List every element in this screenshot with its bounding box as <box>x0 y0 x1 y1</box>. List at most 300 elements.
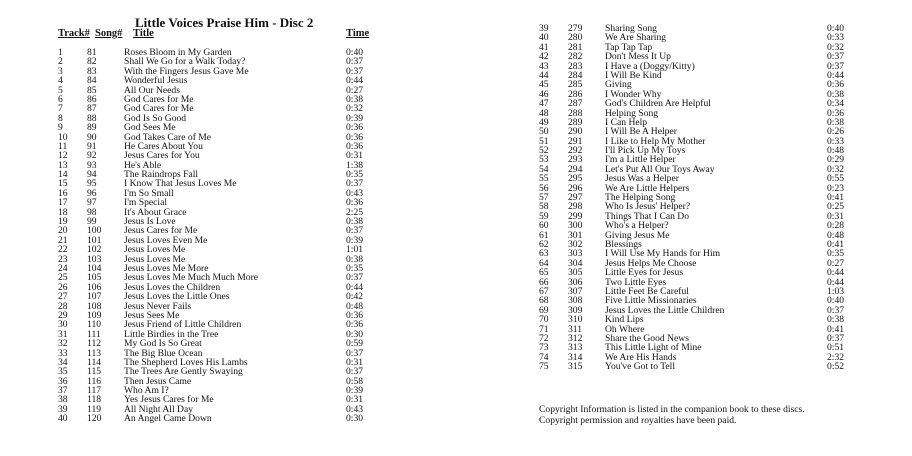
track-time: 0:44 <box>827 276 845 288</box>
track-number: 3 <box>58 65 63 77</box>
track-number: 30 <box>58 319 68 331</box>
track-time: 0:25 <box>827 201 845 213</box>
track-time: 0:23 <box>827 182 845 194</box>
track-time: 0:33 <box>827 135 845 147</box>
track-number: 49 <box>539 116 549 128</box>
song-number: 304 <box>568 257 583 269</box>
track-time: 0:37 <box>346 178 364 190</box>
track-time: 0:37 <box>346 56 364 68</box>
track-number: 56 <box>539 182 549 194</box>
track-title: Yes Jesus Cares for Me <box>124 394 214 406</box>
song-number: 313 <box>568 342 583 354</box>
song-number: 290 <box>568 126 583 138</box>
track-title: We Are Sharing <box>605 32 667 44</box>
header-song: Song# <box>95 28 123 39</box>
song-number: 303 <box>568 248 583 260</box>
track-title: Little Feet Be Careful <box>605 285 689 297</box>
track-title: Jesus Was a Helper <box>605 173 679 185</box>
track-time: 0:37 <box>346 272 364 284</box>
track-time: 0:41 <box>827 323 845 335</box>
track-time: 0:38 <box>346 253 364 265</box>
track-time: 0:37 <box>346 65 364 77</box>
song-number: 286 <box>568 88 583 100</box>
song-number: 116 <box>87 375 102 387</box>
track-title: God Takes Care of Me <box>124 131 212 143</box>
song-number: 281 <box>568 41 583 53</box>
song-number: 288 <box>568 107 583 119</box>
track-number: 59 <box>539 210 549 222</box>
song-number: 99 <box>87 216 97 228</box>
track-number: 52 <box>539 145 549 157</box>
song-number: 302 <box>568 238 583 250</box>
song-number: 315 <box>568 361 583 373</box>
track-title: Then Jesus Came <box>124 375 192 387</box>
song-number: 120 <box>87 413 102 425</box>
track-time: 0:27 <box>346 84 364 96</box>
track-number: 39 <box>539 23 549 34</box>
track-number: 67 <box>539 285 549 297</box>
song-number: 100 <box>87 225 102 237</box>
track-number: 44 <box>539 69 549 81</box>
track-number: 32 <box>58 338 68 350</box>
track-time: 0:36 <box>346 309 364 321</box>
song-number: 310 <box>568 314 583 326</box>
track-title: Jesus Is Love <box>124 216 176 228</box>
song-number: 92 <box>87 150 97 162</box>
track-time: 0:48 <box>346 300 364 312</box>
track-time: 0:39 <box>346 234 364 246</box>
track-title: We Are Little Helpers <box>605 182 690 194</box>
track-number: 16 <box>58 187 68 199</box>
track-title: We Are His Hands <box>605 351 677 363</box>
track-time: 0:43 <box>346 187 364 199</box>
track-number: 27 <box>58 291 68 303</box>
track-number: 17 <box>58 197 68 209</box>
track-title: Jesus Friend of Little Children <box>124 319 242 331</box>
song-number: 298 <box>568 201 583 213</box>
track-time: 0:38 <box>827 314 845 326</box>
track-number: 70 <box>539 314 549 326</box>
track-number: 54 <box>539 163 549 175</box>
track-title: He's Able <box>124 159 162 171</box>
track-time: 0:31 <box>346 356 364 368</box>
track-title: God Cares for Me <box>124 103 194 115</box>
track-title: Shall We Go for a Walk Today? <box>124 56 246 68</box>
track-title: Giving Jesus Me <box>605 229 670 241</box>
copyright-note: Copyright Information is listed in the companion book to these discs. Copyright permission and royalties have been paid. <box>539 404 805 426</box>
track-title: I Like to Help My Mother <box>605 135 706 147</box>
track-title: I Will Be Kind <box>605 69 662 81</box>
track-title: Jesus Loves Me More <box>124 262 209 274</box>
track-number: 33 <box>58 347 68 359</box>
song-number: 91 <box>87 140 97 152</box>
track-title: The Raindrops Fall <box>124 169 199 181</box>
track-title: Roses Bloom in My Garden <box>124 47 232 58</box>
track-number: 65 <box>539 267 549 279</box>
track-number: 63 <box>539 248 549 260</box>
track-title: Kind Lips <box>605 314 644 326</box>
track-title: Things That I Can Do <box>605 210 690 222</box>
track-title: Wonderful Jesus <box>124 75 188 87</box>
track-title: Little Birdies in the Tree <box>124 328 219 340</box>
track-title: Don't Mess It Up <box>605 51 671 63</box>
track-title: The Big Blue Ocean <box>124 347 203 359</box>
track-time: 1:03 <box>827 285 845 297</box>
track-number: 25 <box>58 272 68 284</box>
song-number: 82 <box>87 56 97 68</box>
song-number: 85 <box>87 84 97 96</box>
track-number: 51 <box>539 135 549 147</box>
track-title: Sharing Song <box>605 23 657 34</box>
song-number: 294 <box>568 163 583 175</box>
track-number: 22 <box>58 244 68 256</box>
track-time: 0:39 <box>346 112 364 124</box>
track-time: 0:40 <box>827 295 845 307</box>
song-number: 101 <box>87 234 102 246</box>
track-title: An Angel Came Down <box>124 413 212 425</box>
song-number: 90 <box>87 131 97 143</box>
track-time: 0:37 <box>346 225 364 237</box>
song-number: 299 <box>568 210 583 222</box>
song-number: 301 <box>568 229 583 241</box>
track-time: 0:40 <box>827 23 845 34</box>
track-time: 1:01 <box>346 244 364 256</box>
song-number: 295 <box>568 173 583 185</box>
track-time: 0:39 <box>346 385 364 397</box>
song-number: 284 <box>568 69 583 81</box>
track-title: The Helping Song <box>605 192 676 204</box>
song-number: 280 <box>568 32 583 44</box>
song-number: 86 <box>87 93 97 105</box>
song-number: 118 <box>87 394 102 406</box>
track-number: 21 <box>58 234 68 246</box>
track-title: Tap Tap Tap <box>605 41 653 53</box>
track-number: 46 <box>539 88 549 100</box>
track-number: 40 <box>58 413 68 425</box>
track-time: 0:36 <box>346 140 364 152</box>
track-time: 0:44 <box>346 75 364 87</box>
track-title: Jesus Loves the Little Children <box>605 304 725 316</box>
track-time: 0:30 <box>346 413 364 425</box>
track-number: 1 <box>58 47 63 58</box>
song-number: 93 <box>87 159 97 171</box>
track-number: 58 <box>539 201 549 213</box>
track-time: 0:36 <box>346 122 364 134</box>
track-number: 26 <box>58 281 68 293</box>
track-number: 28 <box>58 300 68 312</box>
track-number: 38 <box>58 394 68 406</box>
track-time: 0:59 <box>346 338 364 350</box>
track-number: 68 <box>539 295 549 307</box>
track-time: 0:37 <box>827 304 845 316</box>
track-number: 42 <box>539 51 549 63</box>
track-title: I Will Use My Hands for Him <box>605 248 721 260</box>
song-number: 94 <box>87 169 97 181</box>
track-title: Jesus Cares for You <box>124 150 200 162</box>
song-number: 97 <box>87 197 97 209</box>
track-number: 2 <box>58 56 63 68</box>
track-number: 8 <box>58 112 63 124</box>
track-title: You've Got to Tell <box>605 361 675 373</box>
track-time: 0:34 <box>827 98 845 110</box>
song-number: 84 <box>87 75 97 87</box>
track-title: Share the Good News <box>605 332 689 344</box>
track-time: 0:36 <box>827 107 845 119</box>
song-number: 293 <box>568 154 583 166</box>
track-title: The Trees Are Gently Swaying <box>124 366 243 378</box>
track-title: With the Fingers Jesus Gave Me <box>124 65 249 77</box>
track-number: 75 <box>539 361 549 373</box>
track-number: 31 <box>58 328 68 340</box>
track-number: 62 <box>539 238 549 250</box>
track-title: My God Is So Great <box>124 338 202 350</box>
song-number: 112 <box>87 338 102 350</box>
track-time: 0:35 <box>346 262 364 274</box>
track-title: I Will Be A Helper <box>605 126 677 138</box>
track-time: 2:32 <box>827 351 845 363</box>
track-title: Two Little Eyes <box>605 276 667 288</box>
track-time: 0:44 <box>827 267 845 279</box>
track-time: 0:37 <box>827 51 845 63</box>
track-number: 5 <box>58 84 63 96</box>
track-number: 7 <box>58 103 63 115</box>
song-number: 307 <box>568 285 583 297</box>
track-title: I Can Help <box>605 116 648 128</box>
song-number: 312 <box>568 332 583 344</box>
track-title: Jesus Cares for Me <box>124 225 198 237</box>
track-time: 0:26 <box>827 126 845 138</box>
track-title: Oh Where <box>605 323 645 335</box>
song-number: 314 <box>568 351 583 363</box>
track-time: 0:31 <box>827 210 845 222</box>
song-number: 289 <box>568 116 583 128</box>
track-title: God Is So Good <box>124 112 187 124</box>
header-track: Track# <box>58 28 90 39</box>
song-number: 282 <box>568 51 583 63</box>
track-title: The Shepherd Loves His Lambs <box>124 356 248 368</box>
song-number: 87 <box>87 103 97 115</box>
track-number: 18 <box>58 206 68 218</box>
track-number: 57 <box>539 192 549 204</box>
track-number: 13 <box>58 159 68 171</box>
track-time: 0:41 <box>827 238 845 250</box>
track-number: 71 <box>539 323 549 335</box>
track-time: 0:37 <box>346 366 364 378</box>
track-title: Jesus Never Fails <box>124 300 192 312</box>
song-number: 106 <box>87 281 102 293</box>
track-number: 50 <box>539 126 549 138</box>
song-number: 103 <box>87 253 102 265</box>
track-number: 12 <box>58 150 68 162</box>
track-time: 0:37 <box>827 60 845 72</box>
track-title: Giving <box>605 79 632 91</box>
track-number: 37 <box>58 385 68 397</box>
track-time: 0:38 <box>827 116 845 128</box>
track-time: 1:38 <box>346 159 364 171</box>
track-time: 0:32 <box>827 41 845 53</box>
song-number: 109 <box>87 309 102 321</box>
track-number: 40 <box>539 32 549 44</box>
track-number: 19 <box>58 216 68 228</box>
track-title: Jesus Helps Me Choose <box>605 257 697 269</box>
track-time: 0:36 <box>827 79 845 91</box>
song-number: 291 <box>568 135 583 147</box>
track-number: 61 <box>539 229 549 241</box>
track-time: 0:38 <box>346 216 364 228</box>
track-number: 60 <box>539 220 549 232</box>
song-number: 88 <box>87 112 97 124</box>
track-number: 29 <box>58 309 68 321</box>
song-number: 287 <box>568 98 583 110</box>
track-time: 0:43 <box>346 403 364 415</box>
song-number: 111 <box>87 328 101 340</box>
track-number: 20 <box>58 225 68 237</box>
track-number: 36 <box>58 375 68 387</box>
track-time: 0:29 <box>827 154 845 166</box>
track-time: 0:33 <box>827 32 845 44</box>
song-number: 107 <box>87 291 102 303</box>
track-title: Let's Put All Our Toys Away <box>605 163 715 175</box>
song-number: 98 <box>87 206 97 218</box>
track-time: 0:30 <box>346 328 364 340</box>
song-number: 83 <box>87 65 97 77</box>
track-time: 2:25 <box>346 206 364 218</box>
track-time: 0:52 <box>827 361 845 373</box>
track-title: Who Is Jesus' Helper? <box>605 201 691 213</box>
song-number: 108 <box>87 300 102 312</box>
track-time: 0:41 <box>827 192 845 204</box>
track-title: He Cares About You <box>124 140 203 152</box>
song-number: 292 <box>568 145 583 157</box>
header-time: Time <box>346 28 370 39</box>
track-time: 0:44 <box>346 281 364 293</box>
track-number: 10 <box>58 131 68 143</box>
song-number: 89 <box>87 122 97 134</box>
track-time: 0:48 <box>827 145 845 157</box>
song-number: 279 <box>568 23 583 34</box>
song-number: 113 <box>87 347 102 359</box>
track-title: Little Eyes for Jesus <box>605 267 684 279</box>
track-title: Jesus Loves the Children <box>124 281 221 293</box>
track-time: 0:32 <box>827 163 845 175</box>
track-title: God Sees Me <box>124 122 176 134</box>
track-time: 0:27 <box>827 257 845 269</box>
track-time: 0:51 <box>827 342 845 354</box>
track-title: I'm So Small <box>124 187 174 199</box>
song-number: 114 <box>87 356 102 368</box>
song-number: 300 <box>568 220 583 232</box>
track-number: 34 <box>58 356 68 368</box>
track-title: God Cares for Me <box>124 93 194 105</box>
track-time: 0:40 <box>346 47 364 58</box>
song-number: 305 <box>568 267 583 279</box>
track-time: 0:58 <box>346 375 364 387</box>
track-time: 0:31 <box>346 150 364 162</box>
song-number: 311 <box>568 323 583 335</box>
song-number: 119 <box>87 403 102 415</box>
track-time: 0:42 <box>346 291 364 303</box>
track-number: 64 <box>539 257 549 269</box>
song-number: 81 <box>87 47 97 58</box>
song-number: 96 <box>87 187 97 199</box>
track-number: 9 <box>58 122 63 134</box>
song-number: 117 <box>87 385 102 397</box>
track-title: Who Am I? <box>124 385 169 397</box>
song-number: 105 <box>87 272 102 284</box>
track-title: Helping Song <box>605 107 659 119</box>
track-time: 0:31 <box>346 394 364 406</box>
track-number: 15 <box>58 178 68 190</box>
track-number: 11 <box>58 140 68 152</box>
track-number: 14 <box>58 169 68 181</box>
track-time: 0:35 <box>346 169 364 181</box>
track-number: 24 <box>58 262 68 274</box>
song-number: 297 <box>568 192 583 204</box>
track-number: 39 <box>58 403 68 415</box>
track-title: Jesus Loves Me <box>124 253 186 265</box>
track-number: 4 <box>58 75 63 87</box>
track-number: 41 <box>539 41 549 53</box>
track-title: Jesus Sees Me <box>124 309 180 321</box>
track-number: 53 <box>539 154 549 166</box>
track-title: Who's a Helper? <box>605 220 669 232</box>
track-number: 72 <box>539 332 549 344</box>
track-number: 66 <box>539 276 549 288</box>
track-time: 0:32 <box>346 103 364 115</box>
track-title: I'm a Little Helper <box>605 154 676 166</box>
song-number: 296 <box>568 182 583 194</box>
song-number: 309 <box>568 304 583 316</box>
track-time: 0:36 <box>346 131 364 143</box>
disc-title: Little Voices Praise Him - Disc 2 <box>135 15 314 30</box>
track-time: 0:36 <box>346 197 364 209</box>
track-title: I Know That Jesus Loves Me <box>124 178 237 190</box>
header-title: Title <box>133 28 154 39</box>
track-title: All Night All Day <box>124 403 194 415</box>
track-title: Blessings <box>605 238 642 250</box>
track-number: 55 <box>539 173 549 185</box>
track-title: God's Children Are Helpful <box>605 98 711 110</box>
track-number: 74 <box>539 351 549 363</box>
track-time: 0:48 <box>827 229 845 241</box>
track-number: 48 <box>539 107 549 119</box>
song-number: 115 <box>87 366 102 378</box>
track-time: 0:38 <box>827 88 845 100</box>
track-number: 23 <box>58 253 68 265</box>
track-title: Jesus Loves Even Me <box>124 234 208 246</box>
track-number: 69 <box>539 304 549 316</box>
song-number: 104 <box>87 262 102 274</box>
track-title: I Wonder Why <box>605 88 662 100</box>
track-time: 0:38 <box>346 93 364 105</box>
track-time: 0:28 <box>827 220 845 232</box>
track-number: 6 <box>58 93 63 105</box>
track-number: 73 <box>539 342 549 354</box>
track-time: 0:35 <box>827 248 845 260</box>
track-title: Jesus Loves the Little Ones <box>124 291 230 303</box>
track-title: It's About Grace <box>124 206 187 218</box>
track-time: 0:37 <box>346 347 364 359</box>
track-number: 47 <box>539 98 549 110</box>
track-time: 0:36 <box>346 319 364 331</box>
track-title: I'm Special <box>124 197 168 209</box>
song-number: 285 <box>568 79 583 91</box>
track-number: 43 <box>539 60 549 72</box>
track-time: 0:55 <box>827 173 845 185</box>
track-title: I'll Pick Up My Toys <box>605 145 686 157</box>
song-number: 95 <box>87 178 97 190</box>
track-time: 0:37 <box>827 332 845 344</box>
